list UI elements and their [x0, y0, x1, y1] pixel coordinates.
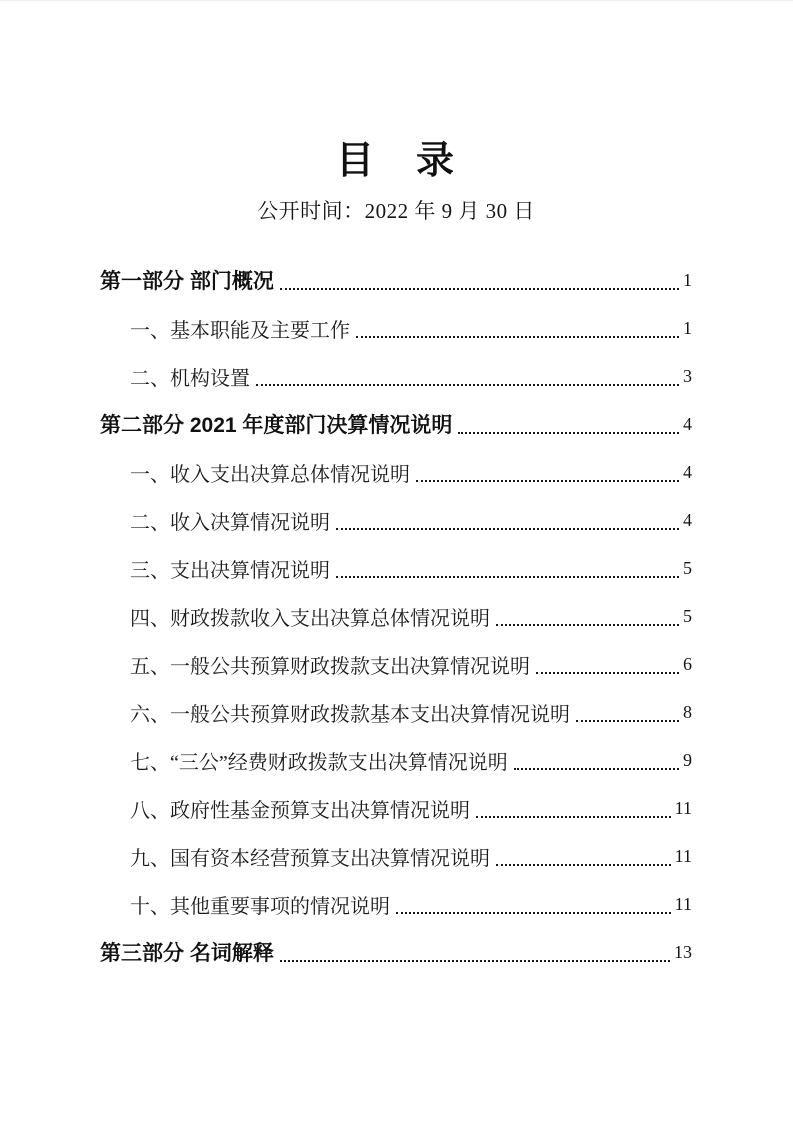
toc-page-number: 9 [683, 749, 692, 770]
toc-entry-label: 八、政府性基金预算支出决算情况说明 [130, 799, 470, 822]
toc-entry [100, 832, 692, 880]
toc-dot-leader [536, 654, 679, 674]
toc-entry [100, 496, 692, 544]
toc-entry [100, 928, 692, 976]
toc-dot-leader [280, 942, 670, 962]
toc-page-number: 11 [674, 845, 692, 866]
toc-entry [100, 640, 692, 688]
toc-page-number: 11 [674, 797, 692, 818]
toc-entry-label: 二、机构设置 [130, 367, 250, 390]
toc-dot-leader [396, 894, 671, 914]
toc-dot-leader [576, 702, 679, 722]
toc-page-number: 4 [683, 413, 692, 434]
toc-entry-label: 第二部分 2021 年度部门决算情况说明 [100, 414, 453, 437]
toc-dot-leader [496, 846, 671, 866]
toc-entry [100, 592, 692, 640]
toc-entry-label: 五、一般公共预算财政拨款支出决算情况说明 [130, 655, 530, 678]
toc-dot-leader [280, 270, 679, 290]
toc-page-number: 1 [683, 269, 692, 290]
toc-page-number: 5 [683, 605, 692, 626]
toc-page-number: 13 [674, 941, 692, 962]
page-content [0, 139, 793, 976]
toc-entry-label: 十、其他重要事项的情况说明 [130, 895, 390, 918]
toc-entry [100, 688, 692, 736]
toc-entry-label: 四、财政拨款收入支出决算总体情况说明 [130, 607, 490, 630]
toc-dot-leader [336, 558, 679, 578]
toc-entry [100, 256, 692, 304]
publish-date: 公开时间：2022 年 9 月 30 日 [257, 199, 535, 223]
toc-page-number: 4 [683, 509, 692, 530]
toc-entry-label: 六、一般公共预算财政拨款基本支出决算情况说明 [130, 703, 570, 726]
toc-entry-label: 第三部分 名词解释 [100, 942, 274, 965]
page-title: 目 录 [335, 140, 456, 182]
toc-entry [100, 448, 692, 496]
toc-dot-leader [458, 414, 679, 434]
toc-entry-label: 第一部分 部门概况 [100, 270, 274, 293]
toc-entry-label: 一、基本职能及主要工作 [130, 319, 350, 342]
toc-page-number: 11 [674, 893, 692, 914]
toc-entry-label: 三、支出决算情况说明 [130, 559, 330, 582]
toc-page-number: 4 [683, 461, 692, 482]
toc-entry [100, 304, 692, 352]
toc-dot-leader [514, 750, 679, 770]
toc-entry-label: 一、收入支出决算总体情况说明 [130, 463, 410, 486]
toc-page-number: 8 [683, 701, 692, 722]
toc-entry [100, 400, 692, 448]
toc-dot-leader [336, 510, 679, 530]
toc-entry-label: 九、国有资本经营预算支出决算情况说明 [130, 847, 490, 870]
toc-dot-leader [356, 318, 679, 338]
toc-entry [100, 784, 692, 832]
toc-list [100, 256, 692, 976]
toc-entry [100, 880, 692, 928]
toc-dot-leader [496, 606, 679, 626]
toc-entry [100, 544, 692, 592]
toc-dot-leader [416, 462, 679, 482]
toc-page-number: 3 [683, 365, 692, 386]
toc-page-number: 6 [683, 653, 692, 674]
toc-entry-label: 七、“三公”经费财政拨款支出决算情况说明 [130, 751, 508, 774]
toc-page-number: 1 [683, 317, 692, 338]
toc-entry [100, 736, 692, 784]
toc-entry-label: 二、收入决算情况说明 [130, 511, 330, 534]
toc-dot-leader [256, 366, 679, 386]
toc-entry [100, 352, 692, 400]
toc-page-number: 5 [683, 557, 692, 578]
toc-dot-leader [476, 798, 671, 818]
